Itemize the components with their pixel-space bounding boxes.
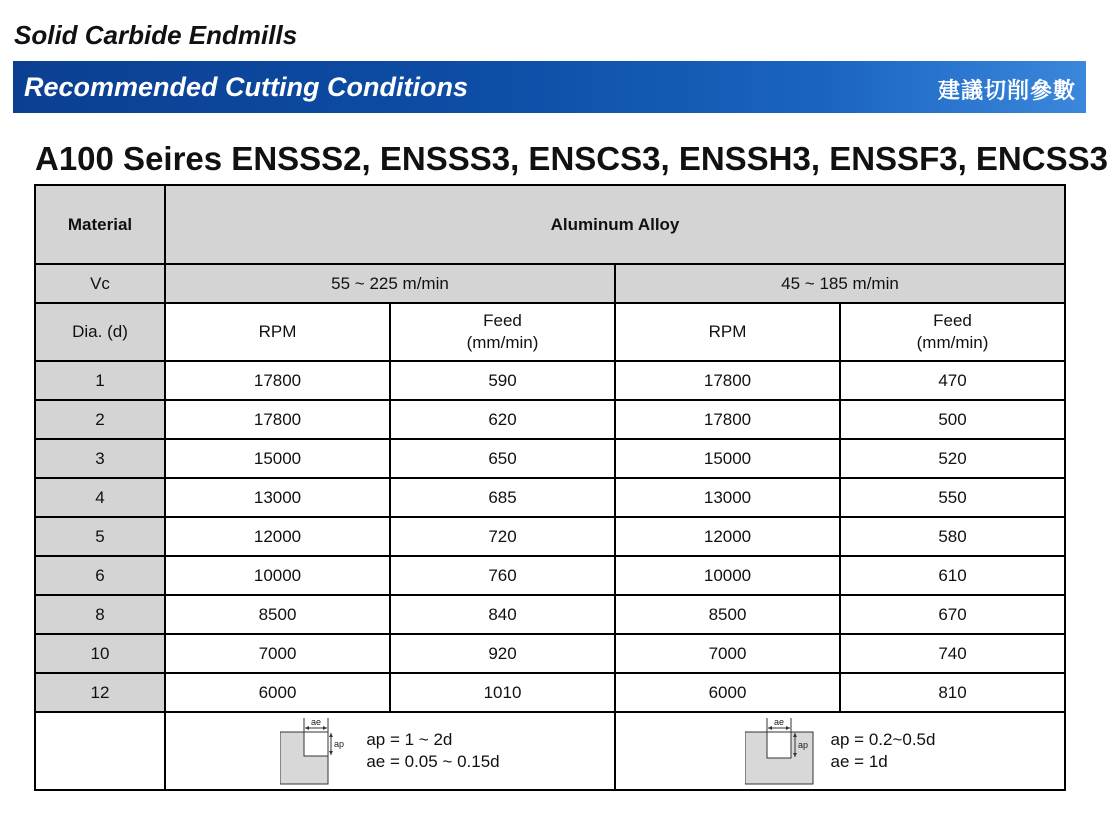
table-row bbox=[35, 517, 1065, 556]
table-row bbox=[35, 400, 1065, 439]
material-label: Material bbox=[35, 185, 165, 264]
rpm-cell: 17800 bbox=[615, 361, 840, 400]
banner-chinese-title: 建議切削參數 bbox=[937, 79, 1076, 104]
table-row bbox=[35, 595, 1065, 634]
vc-row bbox=[35, 264, 1065, 303]
empty-cell bbox=[35, 712, 165, 790]
feed-cell: 760 bbox=[390, 556, 615, 595]
feed-cell: 610 bbox=[840, 556, 1065, 595]
table-row bbox=[35, 634, 1065, 673]
ae-value: ae = 1d bbox=[830, 752, 888, 771]
feed-cell: 670 bbox=[840, 595, 1065, 634]
banner-title: Recommended Cutting Conditions bbox=[24, 72, 468, 102]
feed-cell: 580 bbox=[840, 517, 1065, 556]
ap-value: ap = 1 ~ 2d bbox=[366, 730, 453, 749]
vc-label: Vc bbox=[35, 264, 165, 303]
feed-cell: 590 bbox=[390, 361, 615, 400]
table-row bbox=[35, 478, 1065, 517]
ae-label: ae bbox=[773, 717, 784, 727]
feed-header-2 bbox=[840, 303, 1065, 361]
rpm-cell: 15000 bbox=[615, 439, 840, 478]
vc-value-1: 55 ~ 225 m/min bbox=[165, 264, 615, 303]
feed-cell: 685 bbox=[390, 478, 615, 517]
rpm-cell: 8500 bbox=[165, 595, 390, 634]
section-banner bbox=[13, 61, 1086, 113]
rpm-cell: 7000 bbox=[165, 634, 390, 673]
feed-cell: 650 bbox=[390, 439, 615, 478]
dia-cell: 4 bbox=[35, 478, 165, 517]
feed-cell: 740 bbox=[840, 634, 1065, 673]
depth-values-1 bbox=[366, 729, 499, 773]
cutting-conditions-table bbox=[34, 184, 1066, 791]
dia-cell: 5 bbox=[35, 517, 165, 556]
ap-value: ap = 0.2~0.5d bbox=[830, 730, 936, 749]
table-row bbox=[35, 556, 1065, 595]
series-title: A100 Seires ENSSS2, ENSSS3, ENSCS3, ENSSH3, ENSSF3, ENCSS3 bbox=[35, 140, 1108, 177]
rpm-cell: 17800 bbox=[165, 361, 390, 400]
feed-unit: (mm/min) bbox=[916, 333, 989, 352]
dia-cell: 1 bbox=[35, 361, 165, 400]
rpm-cell: 8500 bbox=[615, 595, 840, 634]
feed-cell: 840 bbox=[390, 595, 615, 634]
dia-cell: 8 bbox=[35, 595, 165, 634]
feed-label: Feed bbox=[933, 311, 972, 330]
side-milling-diagram-icon bbox=[745, 716, 817, 786]
rpm-cell: 10000 bbox=[165, 556, 390, 595]
feed-label: Feed bbox=[483, 311, 522, 330]
feed-cell: 1010 bbox=[390, 673, 615, 712]
depth-of-cut-row bbox=[35, 712, 1065, 790]
table-row bbox=[35, 361, 1065, 400]
feed-header-1 bbox=[390, 303, 615, 361]
rpm-cell: 7000 bbox=[615, 634, 840, 673]
rpm-cell: 13000 bbox=[615, 478, 840, 517]
material-row bbox=[35, 185, 1065, 264]
rpm-header-2: RPM bbox=[615, 303, 840, 361]
feed-cell: 550 bbox=[840, 478, 1065, 517]
rpm-cell: 12000 bbox=[615, 517, 840, 556]
feed-cell: 620 bbox=[390, 400, 615, 439]
feed-cell: 520 bbox=[840, 439, 1065, 478]
rpm-cell: 15000 bbox=[165, 439, 390, 478]
ae-label: ae bbox=[311, 717, 322, 727]
ap-label: ap bbox=[334, 739, 345, 749]
feed-cell: 720 bbox=[390, 517, 615, 556]
document-title: Solid Carbide Endmills bbox=[14, 20, 298, 50]
depth-of-cut-2 bbox=[615, 712, 1065, 790]
dia-header-row bbox=[35, 303, 1065, 361]
ae-value: ae = 0.05 ~ 0.15d bbox=[366, 752, 500, 771]
table-row bbox=[35, 439, 1065, 478]
rpm-cell: 10000 bbox=[615, 556, 840, 595]
rpm-cell: 6000 bbox=[615, 673, 840, 712]
dia-cell: 6 bbox=[35, 556, 165, 595]
dia-cell: 12 bbox=[35, 673, 165, 712]
depth-of-cut-1 bbox=[165, 712, 615, 790]
dia-cell: 2 bbox=[35, 400, 165, 439]
feed-cell: 810 bbox=[840, 673, 1065, 712]
dia-label: Dia. (d) bbox=[35, 303, 165, 361]
rpm-cell: 13000 bbox=[165, 478, 390, 517]
rpm-cell: 6000 bbox=[165, 673, 390, 712]
rpm-cell: 17800 bbox=[615, 400, 840, 439]
rpm-cell: 12000 bbox=[165, 517, 390, 556]
dia-cell: 3 bbox=[35, 439, 165, 478]
rpm-header-1: RPM bbox=[165, 303, 390, 361]
feed-unit: (mm/min) bbox=[466, 333, 539, 352]
feed-cell: 920 bbox=[390, 634, 615, 673]
ap-label: ap bbox=[797, 740, 808, 750]
table-row bbox=[35, 673, 1065, 712]
depth-values-2 bbox=[831, 729, 936, 773]
dia-cell: 10 bbox=[35, 634, 165, 673]
feed-cell: 470 bbox=[840, 361, 1065, 400]
material-value: Aluminum Alloy bbox=[165, 185, 1065, 264]
vc-value-2: 45 ~ 185 m/min bbox=[615, 264, 1065, 303]
feed-cell: 500 bbox=[840, 400, 1065, 439]
rpm-cell: 17800 bbox=[165, 400, 390, 439]
slotting-diagram-icon bbox=[280, 716, 352, 786]
